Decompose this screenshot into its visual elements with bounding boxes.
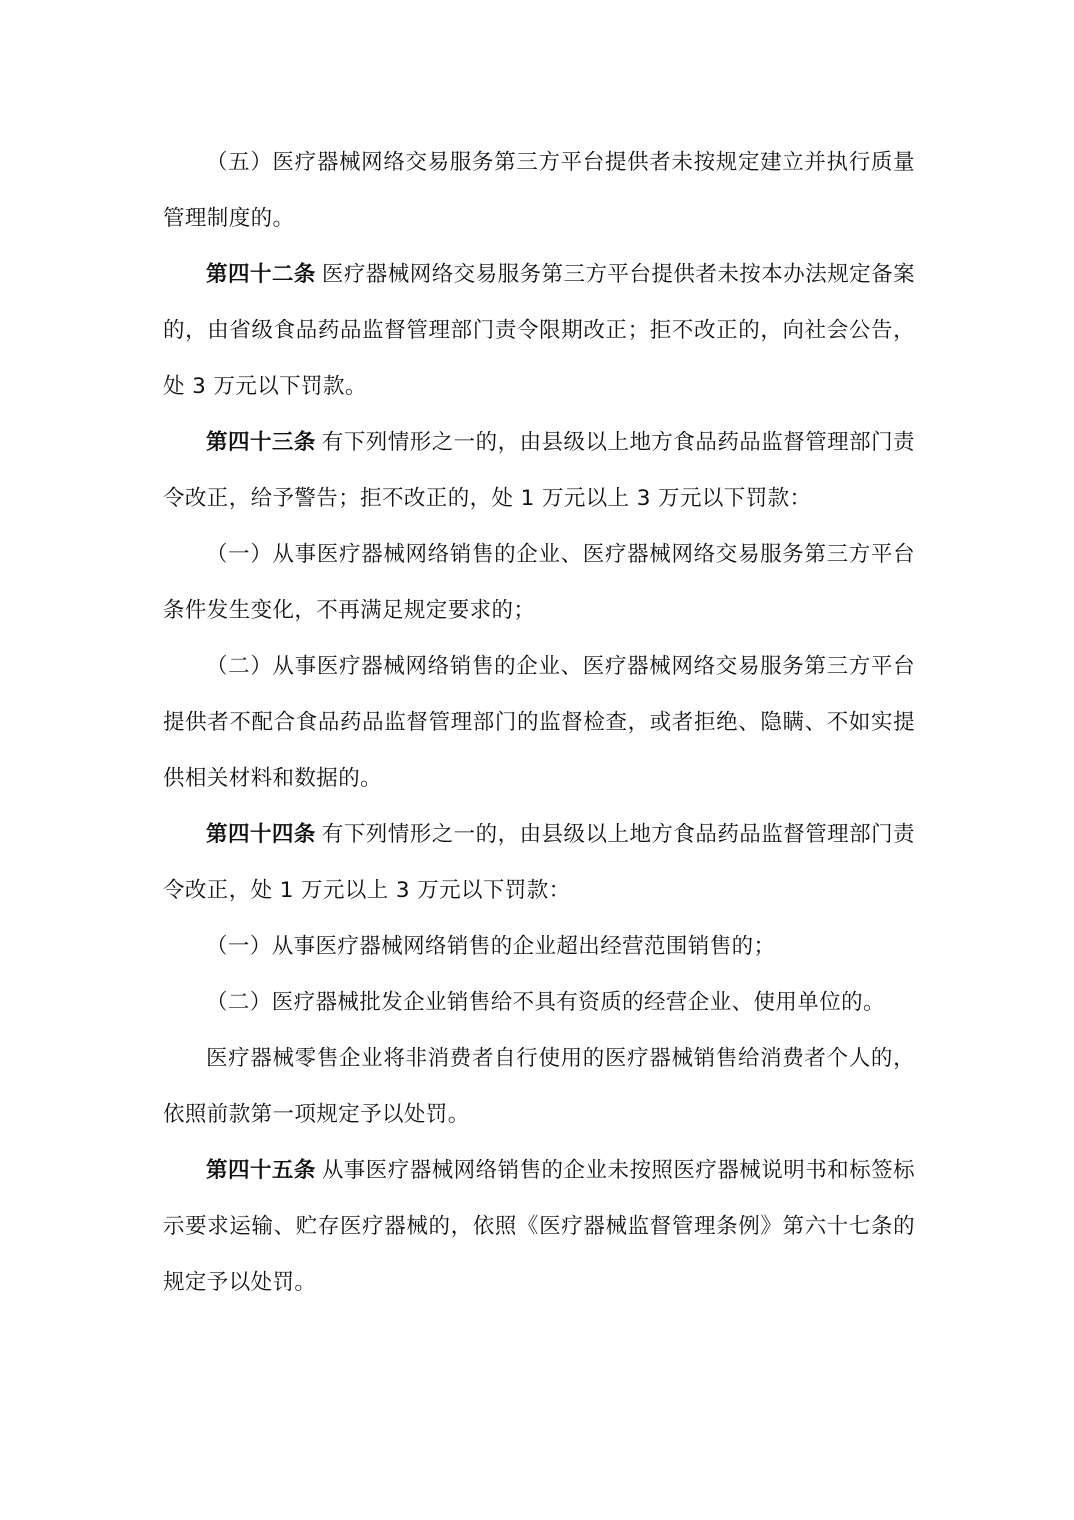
article-number: 第四十二条: [206, 262, 316, 287]
paragraph-item-5: [163, 135, 915, 247]
paragraph-text: 医疗器械网络交易服务第三方平台提供者未按本办法规定备案的，由省级食品药品监督管理部门责令限期改正；拒不改正的，向社会公告，处 3 万元以下罚款。: [163, 262, 915, 399]
paragraph-article-43: [163, 415, 915, 527]
paragraph-text: （五）医疗器械网络交易服务第三方平台提供者未按规定建立并执行质量管理制度的。: [163, 150, 915, 231]
paragraph-text: （一）从事医疗器械网络销售的企业、医疗器械网络交易服务第三方平台条件发生变化，不再满足规定要求的；: [163, 542, 915, 623]
paragraph-article-44-item-1: [163, 919, 915, 975]
document-body: [163, 135, 915, 1311]
paragraph-article-43-item-2: [163, 639, 915, 807]
article-number: 第四十三条: [206, 430, 316, 455]
paragraph-text: 有下列情形之一的，由县级以上地方食品药品监督管理部门责令改正，处 1 万元以上 3 万元以下罚款：: [163, 822, 915, 903]
paragraph-text: 医疗器械零售企业将非消费者自行使用的医疗器械销售给消费者个人的，依照前款第一项规定予以处罚。: [163, 1046, 915, 1127]
paragraph-text: （二）从事医疗器械网络销售的企业、医疗器械网络交易服务第三方平台提供者不配合食品药品监督管理部门的监督检查，或者拒绝、隐瞒、不如实提供相关材料和数据的。: [163, 654, 915, 791]
paragraph-article-43-item-1: [163, 527, 915, 639]
paragraph-text: （二）医疗器械批发企业销售给不具有资质的经营企业、使用单位的。: [206, 990, 885, 1015]
paragraph-article-42: [163, 247, 915, 415]
paragraph-text: 有下列情形之一的，由县级以上地方食品药品监督管理部门责令改正，给予警告；拒不改正的，处 1 万元以上 3 万元以下罚款：: [163, 430, 915, 511]
article-number: 第四十五条: [206, 1158, 316, 1183]
paragraph-text: 从事医疗器械网络销售的企业未按照医疗器械说明书和标签标示要求运输、贮存医疗器械的，依照《医疗器械监督管理条例》第六十七条的规定予以处罚。: [163, 1158, 915, 1295]
article-number: 第四十四条: [206, 822, 316, 847]
paragraph-text: （一）从事医疗器械网络销售的企业超出经营范围销售的；: [206, 934, 776, 959]
paragraph-article-44-note: [163, 1031, 915, 1143]
paragraph-article-44-item-2: [163, 975, 915, 1031]
paragraph-article-44: [163, 807, 915, 919]
paragraph-article-45: [163, 1143, 915, 1311]
